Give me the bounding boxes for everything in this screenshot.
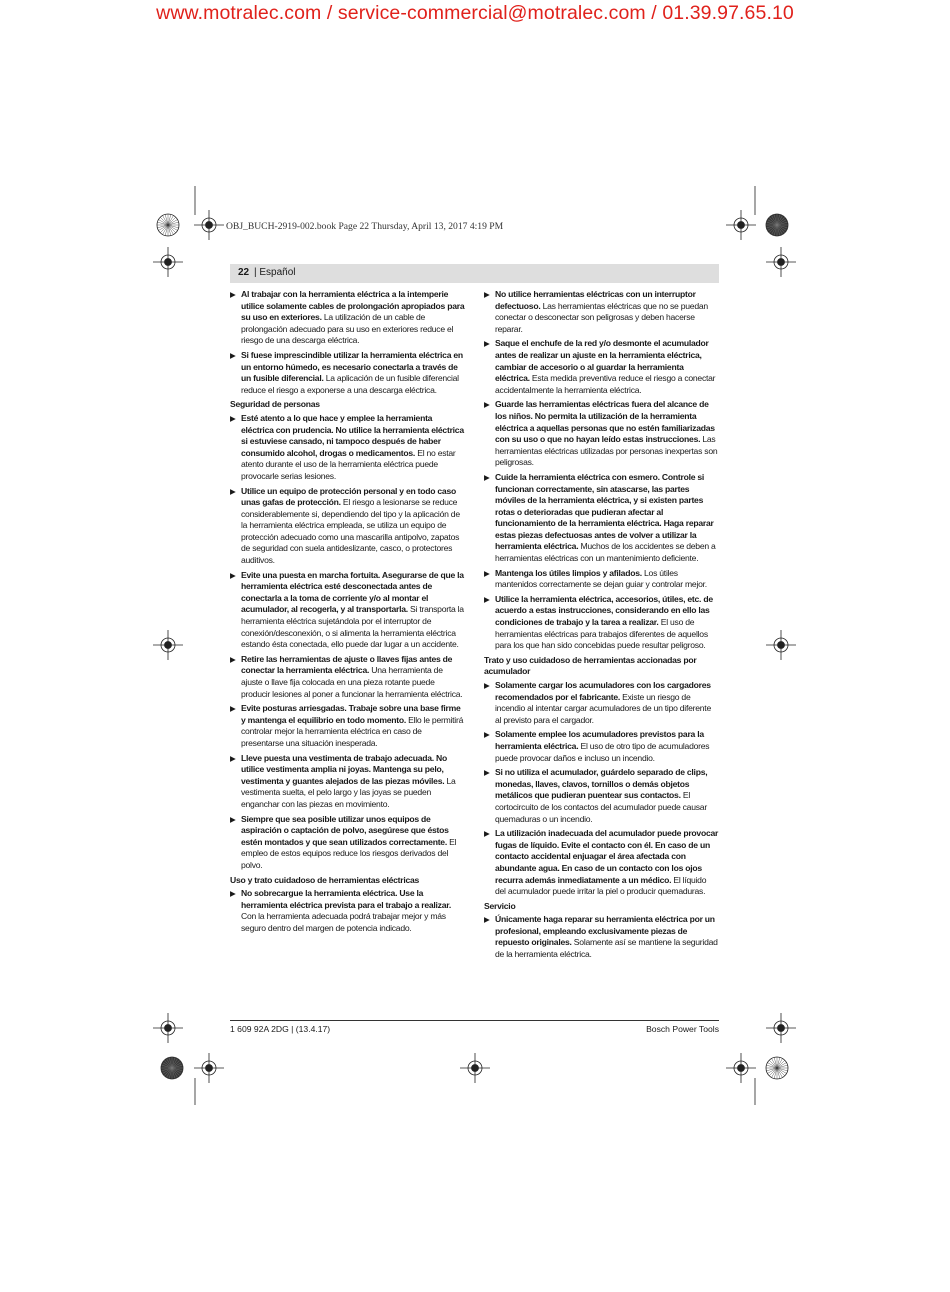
- item-bold-text: Utilice la herramienta eléctrica, accesorios, útiles, etc. de acuerdo a estas instrucciones, considerando en ello las condiciones de trabajo y la tarea a realizar.: [495, 593, 713, 628]
- item-text: La utilización de un cable de prolongación adecuado para su uso en exteriores reduce el riesgo de una descarga eléctrica.: [241, 312, 454, 346]
- item-bold-text: No utilice herramientas eléctricas con un interruptor defectuoso.: [495, 289, 696, 311]
- list-item: [230, 413, 465, 483]
- item-bold-text: No sobrecargue la herramienta eléctrica. Use la herramienta eléctrica prevista para el trabajo a realizar.: [241, 888, 452, 910]
- bullet-arrow-icon: ▶: [230, 704, 236, 714]
- bullet-arrow-icon: ▶: [230, 413, 236, 423]
- language-label: | Español: [254, 267, 296, 278]
- item-text: Una herramienta de ajuste o llave fija colocada en una pieza rotante puede producir lesiones al poner a funcionar la herramienta eléctrica.: [241, 665, 463, 699]
- list-item: [484, 767, 719, 825]
- footer-brand: Bosch Power Tools: [646, 1024, 719, 1034]
- item-text: Si transporta la herramienta eléctrica sujetándola por el interruptor de conexión/desconexión, o si alimenta la herramienta eléctrica estando ésta conectada, ello puede dar lugar a un accidente.: [241, 604, 464, 650]
- section-heading: Trato y uso cuidadoso de herramientas accionadas por acumulador: [484, 654, 697, 677]
- footer-doc-number: 1 609 92A 2DG | (13.4.17): [230, 1024, 331, 1034]
- list-item: [230, 888, 465, 934]
- banner-contact: www.motralec.com / service-commercial@motralec.com / 01.39.97.65.10: [156, 2, 794, 24]
- item-bold-text: Esté atento a lo que hace y emplee la herramienta eléctrica con prudencia. No utilice la herramienta eléctrica si estuviese cansado, ni tampoco después de haber consumido alcohol, drogas o medicamentos.: [241, 412, 464, 458]
- item-text: El líquido del acumulador puede irritar la piel o producir quemaduras.: [495, 874, 707, 897]
- bullet-arrow-icon: ▶: [484, 339, 490, 349]
- safety-list: [230, 413, 465, 872]
- page-number: 22: [238, 267, 250, 278]
- item-text: Las herramientas eléctricas utilizadas por personas inexpertas son peligrosas.: [495, 434, 718, 468]
- bullet-arrow-icon: ▶: [484, 768, 490, 778]
- item-bold-text: Solamente cargar los acumuladores con los cargadores recomendados por el fabricante.: [495, 680, 711, 702]
- list-item: [484, 914, 719, 960]
- list-item: [230, 814, 465, 872]
- bullet-arrow-icon: ▶: [230, 570, 236, 580]
- bullet-arrow-icon: ▶: [484, 472, 490, 482]
- item-text: El uso de herramientas eléctricas para trabajos diferentes de aquellos para los que han sido concebidas puede resultar peligroso.: [495, 617, 708, 651]
- item-bold-text: Retire las herramientas de ajuste o llaves fijas antes de conectar la herramienta eléctrica.: [241, 653, 453, 676]
- item-text: Con la herramienta adecuada podrá trabajar mejor y más seguro dentro del margen de potencia indicado.: [241, 911, 446, 933]
- bullet-arrow-icon: ▶: [484, 829, 490, 839]
- section-heading: Seguridad de personas: [230, 399, 320, 410]
- bullet-arrow-icon: ▶: [484, 915, 490, 925]
- bullet-arrow-icon: ▶: [230, 889, 236, 899]
- item-bold-text: Cuide la herramienta eléctrica con esmero. Controle si funcionan correctamente, sin atascarse, las partes móviles de la herramienta eléctrica, y si existen partes rotas o deterioradas que pudieran afectar al funcionamiento de la herramienta eléctrica. Haga reparar estas piezas defectuosas antes de volver a utilizar la herramienta eléctrica.: [495, 471, 714, 552]
- item-text: Existe un riesgo de incendio al intentar cargar acumuladores de un tipo diferente al previsto para el cargador.: [495, 691, 711, 725]
- bullet-arrow-icon: ▶: [484, 730, 490, 740]
- item-text: El uso de otro tipo de acumuladores puede provocar daños e incluso un incendio.: [495, 740, 710, 763]
- item-text: La vestimenta suelta, el pelo largo y las joyas se pueden enganchar con las piezas en movimiento.: [241, 775, 456, 809]
- item-text: El cortocircuito de los contactos del acumulador puede causar quemaduras o un incendio.: [495, 790, 707, 824]
- item-bold-text: Únicamente haga reparar su herramienta eléctrica por un profesional, empleando exclusivamente piezas de repuesto originales.: [495, 914, 715, 948]
- list-item: [230, 703, 465, 749]
- right-column: [484, 289, 719, 964]
- item-text: Ello le permitirá controlar mejor la herramienta eléctrica en caso de presentarse una situación inesperada.: [241, 714, 464, 748]
- item-bold-text: Guarde las herramientas eléctricas fuera del alcance de los niños. No permita la utilización de la herramienta eléctrica a aquellas personas que no estén familiarizadas con su uso o que no hayan leído estas instrucciones.: [495, 399, 715, 445]
- file-info: OBJ_BUCH-2919-002.book Page 22 Thursday, April 13, 2017 4:19 PM: [226, 221, 504, 232]
- service-list: [484, 914, 719, 960]
- bullet-arrow-icon: ▶: [484, 568, 490, 578]
- item-bold-text: Al trabajar con la herramienta eléctrica a la intemperie utilice solamente cables de prolongación apropiados para su uso en exteriores.: [241, 289, 465, 323]
- list-item: [484, 828, 719, 898]
- list-item: [230, 350, 465, 396]
- list-item: [230, 654, 465, 700]
- item-bold-text: Evite posturas arriesgadas. Trabaje sobre una base firme y mantenga el equilibrio en todo momento.: [241, 703, 461, 725]
- list-item: [230, 570, 465, 651]
- list-item: [230, 486, 465, 567]
- item-text: El riesgo a lesionarse se reduce considerablemente si, dependiendo del tipo y la aplicación de la herramienta eléctrica empleada, se utiliza un equipo de protección adecuado como una mascarilla antipolvo, zapatos de seguridad con suela antideslizante, casco, o protectores auditivos.: [241, 497, 460, 566]
- bullet-arrow-icon: ▶: [230, 486, 236, 496]
- list-item: [484, 289, 719, 335]
- item-bold-text: Si fuese imprescindible utilizar la herramienta eléctrica en un entorno húmedo, es necesario conectarla a través de un fusible diferencial.: [241, 349, 463, 384]
- list-item: [230, 289, 465, 347]
- section-heading: Servicio: [484, 900, 516, 911]
- item-bold-text: Solamente emplee los acumuladores previstos para la herramienta eléctrica.: [495, 729, 704, 751]
- bullet-arrow-icon: ▶: [484, 681, 490, 690]
- page-header: [230, 264, 719, 283]
- list-item: [484, 338, 719, 396]
- item-text: Esta medida preventiva reduce el riesgo a conectar accidentalmente la herramienta eléctrica.: [495, 373, 716, 395]
- section-heading: Uso y trato cuidadoso de herramientas eléctricas: [230, 874, 420, 885]
- item-text: El no estar atento durante el uso de la herramienta eléctrica puede provocarle serias lesiones.: [241, 447, 456, 481]
- item-bold-text: Evite una puesta en marcha fortuita. Asegurarse de que la herramienta eléctrica esté desconectada antes de conectarla a la toma de corriente y/o al montar el acumulador, al recogerla, y al transportarla.: [241, 569, 464, 615]
- item-bold-text: Saque el enchufe de la red y/o desmonte el acumulador antes de realizar un ajuste en la herramienta eléctrica, cambiar de accesorio o al guardar la herramienta eléctrica.: [495, 338, 709, 384]
- item-text: Las herramientas eléctricas que no se puedan conectar o desconectar son peligrosas y deben hacerse reparar.: [495, 300, 708, 334]
- item-text: El empleo de estos equipos reduce los riesgos derivados del polvo.: [241, 836, 457, 870]
- bullet-arrow-icon: ▶: [484, 594, 490, 604]
- bullet-arrow-icon: ▶: [484, 290, 490, 299]
- bullet-arrow-icon: ▶: [230, 814, 236, 824]
- item-bold-text: Si no utiliza el acumulador, guárdelo separado de clips, monedas, llaves, clavos, tornillos o demás objetos metálicos que pudieran puentear sus contactos.: [495, 767, 708, 801]
- intro-list: [230, 289, 465, 396]
- item-bold-text: Lleve puesta una vestimenta de trabajo adecuada. No utilice vestimenta amplia ni joyas. Mantenga su pelo, vestimenta y guantes alejados de las piezas móviles.: [241, 752, 447, 786]
- item-bold-text: Mantenga los útiles limpios y afilados.: [495, 567, 642, 578]
- usage-list: [230, 888, 465, 934]
- list-item: [484, 594, 719, 652]
- item-bold-text: Siempre que sea posible utilizar unos equipos de aspiración o captación de polvo, asegúrese que éstos estén montados y que sean utilizados correctamente.: [241, 813, 449, 847]
- item-bold-text: Utilice un equipo de protección personal y en todo caso unas gafas de protección.: [241, 485, 456, 508]
- left-column: [230, 289, 465, 937]
- item-bold-text: La utilización inadecuada del acumulador puede provocar fugas de líquido. Evite el contacto con él. En caso de un contacto accidental enjuagar el área afectada con abundante agua. En caso de un contacto con los ojos recurra además inmediatamente a un médico.: [495, 828, 719, 885]
- bullet-arrow-icon: ▶: [230, 753, 236, 763]
- bullet-arrow-icon: ▶: [230, 654, 236, 664]
- battery-list: [484, 680, 719, 898]
- list-item: [484, 568, 719, 591]
- list-item: [484, 729, 719, 764]
- bullet-arrow-icon: ▶: [230, 290, 236, 299]
- item-text: Solamente así se mantiene la seguridad de la herramienta eléctrica.: [495, 937, 718, 960]
- usage-list-continued: [484, 289, 719, 652]
- list-item: [484, 680, 719, 726]
- item-text: Los útiles mantenidos correctamente se dejan guiar y controlar mejor.: [495, 567, 707, 590]
- footer-rule: [230, 1020, 719, 1021]
- bullet-arrow-icon: ▶: [484, 400, 490, 410]
- item-text: Muchos de los accidentes se deben a herramientas eléctricas con un mantenimiento deficiente.: [495, 541, 716, 564]
- list-item: [484, 399, 719, 469]
- bullet-arrow-icon: ▶: [230, 350, 236, 360]
- list-item: [484, 472, 719, 565]
- list-item: [230, 753, 465, 811]
- item-text: La aplicación de un fusible diferencial reduce el riesgo a exponerse a una descarga eléctrica.: [241, 373, 459, 395]
